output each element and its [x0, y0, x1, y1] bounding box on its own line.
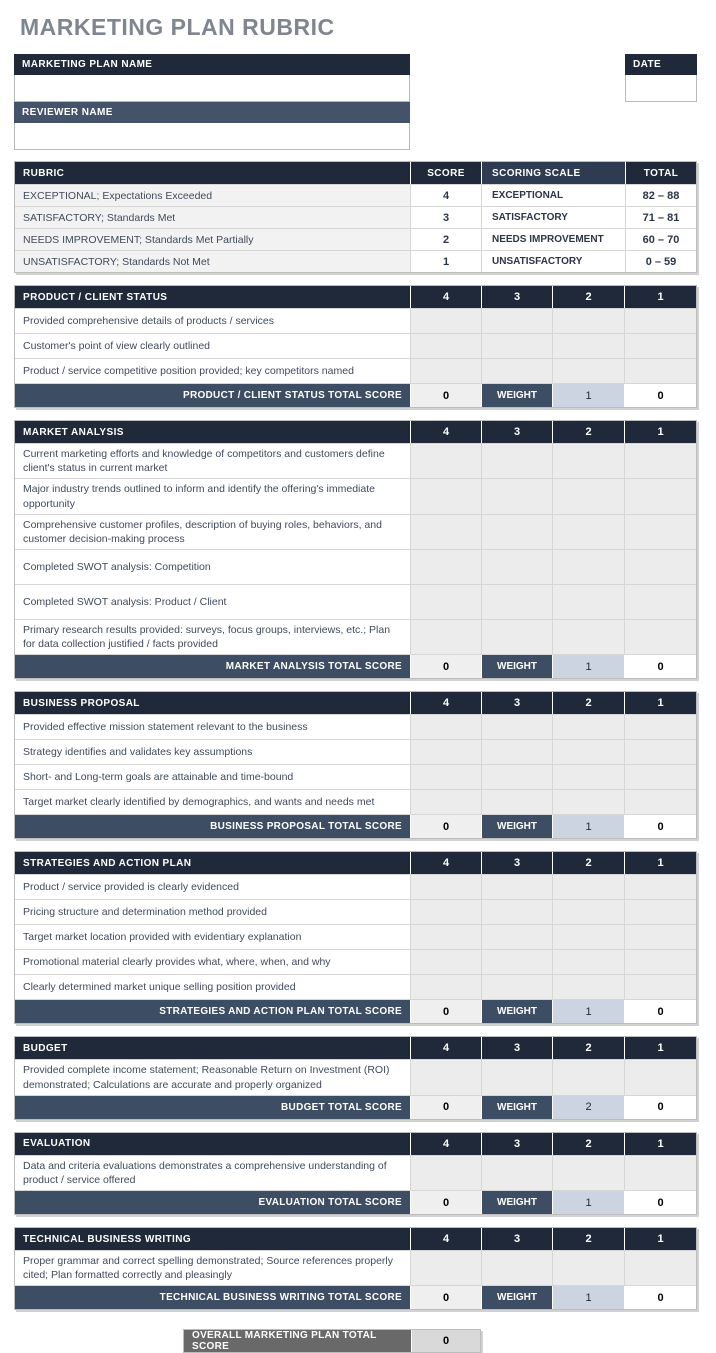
section-footer-row — [15, 814, 696, 838]
criterion-text: Current marketing efforts and knowledge of competitors and customers define client's status in current market — [23, 448, 385, 475]
weighted-total-score: 0 — [624, 1286, 696, 1309]
score-input-cell-4[interactable] — [410, 925, 481, 949]
score-input-cell-1[interactable] — [624, 309, 696, 333]
page-title: MARKETING PLAN RUBRIC — [20, 14, 335, 40]
criterion-text: Comprehensive customer profiles, description of buying roles, behaviors, and customer decision-making process — [23, 518, 382, 545]
score-column-header: 3 — [481, 1228, 552, 1250]
section-title: PRODUCT / CLIENT STATUS — [23, 291, 168, 303]
rubric-row-scale: EXCEPTIONAL — [481, 185, 625, 206]
score-input-cell-3[interactable] — [481, 585, 552, 619]
weight-value-cell[interactable]: 1 — [552, 1286, 624, 1309]
section-footer-row — [15, 654, 696, 678]
score-input-cell-1[interactable] — [624, 950, 696, 974]
rubric-section — [14, 420, 697, 679]
section-header-row — [15, 421, 696, 443]
section-title: EVALUATION — [23, 1138, 91, 1150]
score-input-cell-4[interactable] — [410, 585, 481, 619]
criterion-text: Provided effective mission statement relevant to the business — [23, 721, 308, 734]
weight-label: WEIGHT — [481, 1286, 552, 1309]
criteria-row — [15, 443, 696, 478]
section-total-score: 0 — [410, 1096, 481, 1119]
weighted-total-score: 0 — [624, 384, 696, 407]
section-total-score: 0 — [410, 1191, 481, 1214]
weight-label: WEIGHT — [481, 384, 552, 407]
score-input-cell-1[interactable] — [624, 740, 696, 764]
rubric-row-score: 1 — [410, 251, 481, 272]
rubric-row-score: 2 — [410, 229, 481, 250]
weight-label: WEIGHT — [481, 815, 552, 838]
score-column-header: 1 — [624, 692, 696, 714]
weight-label: WEIGHT — [481, 1191, 552, 1214]
score-input-cell-3[interactable] — [481, 359, 552, 383]
rubric-row-label: EXCEPTIONAL; Expectations Exceeded — [15, 185, 410, 206]
score-input-cell-2[interactable] — [552, 550, 624, 584]
score-input-cell-1[interactable] — [624, 620, 696, 654]
rubric-row-score: 3 — [410, 207, 481, 228]
criterion-text: Short- and Long-term goals are attainable and time-bound — [23, 771, 294, 784]
criterion-text: Promotional material clearly provides what, where, when, and why — [23, 956, 331, 969]
plan-name-block — [14, 54, 410, 150]
criteria-row — [15, 739, 696, 764]
score-input-cell-2[interactable] — [552, 740, 624, 764]
rubric-legend-row — [15, 228, 696, 250]
score-column-header: 2 — [552, 1037, 624, 1059]
score-input-cell-3[interactable] — [481, 515, 552, 549]
rubric-section — [14, 851, 697, 1024]
criteria-row — [15, 949, 696, 974]
section-total-label: STRATEGIES AND ACTION PLAN TOTAL SCORE — [15, 1000, 410, 1023]
score-input-cell-2[interactable] — [552, 1251, 624, 1285]
weight-value-cell[interactable]: 1 — [552, 1191, 624, 1214]
score-input-cell-2[interactable] — [552, 900, 624, 924]
criteria-row — [15, 478, 696, 513]
score-input-cell-1[interactable] — [624, 1060, 696, 1094]
score-input-cell-4[interactable] — [410, 765, 481, 789]
rubric-row-total: 60 – 70 — [625, 229, 696, 250]
section-total-label: PRODUCT / CLIENT STATUS TOTAL SCORE — [15, 384, 410, 407]
score-input-cell-4[interactable] — [410, 444, 481, 478]
score-input-cell-1[interactable] — [624, 875, 696, 899]
score-input-cell-4[interactable] — [410, 620, 481, 654]
section-total-score: 0 — [410, 1000, 481, 1023]
scoring-sections — [14, 285, 697, 1310]
score-column-header: 1 — [624, 1228, 696, 1250]
criteria-row — [15, 974, 696, 999]
score-input-cell-1[interactable] — [624, 359, 696, 383]
score-input-cell-4[interactable] — [410, 359, 481, 383]
score-input-cell-3[interactable] — [481, 875, 552, 899]
criterion-text: Completed SWOT analysis: Competition — [23, 560, 211, 573]
score-input-cell-3[interactable] — [481, 1251, 552, 1285]
criteria-row — [15, 549, 696, 584]
date-label: DATE — [625, 54, 697, 75]
criteria-row — [15, 899, 696, 924]
rubric-row-label: NEEDS IMPROVEMENT; Standards Met Partially — [15, 229, 410, 250]
overall-total-value: 0 — [411, 1330, 480, 1352]
plan-name-label: MARKETING PLAN NAME — [14, 54, 410, 75]
criterion-text: Strategy identifies and validates key assumptions — [23, 746, 253, 759]
criteria-row — [15, 1155, 696, 1190]
score-input-cell-1[interactable] — [624, 715, 696, 739]
score-column-header: 4 — [410, 1037, 481, 1059]
score-column-header: 3 — [481, 1133, 552, 1155]
score-input-cell-1[interactable] — [624, 1156, 696, 1190]
weighted-total-score: 0 — [624, 1000, 696, 1023]
criterion-text: Provided complete income statement; Reasonable Return on Investment (ROI) demonstrated; Calculations are accurate and properly organized — [23, 1064, 390, 1091]
score-input-cell-4[interactable] — [410, 1060, 481, 1094]
rubric-legend-row — [15, 184, 696, 206]
criteria-row — [15, 514, 696, 549]
section-total-score: 0 — [410, 655, 481, 678]
criteria-row — [15, 789, 696, 814]
section-total-score: 0 — [410, 815, 481, 838]
score-column-header: 2 — [552, 852, 624, 874]
date-input[interactable] — [625, 75, 697, 102]
score-column-header: 4 — [410, 1133, 481, 1155]
section-footer-row — [15, 1285, 696, 1309]
section-total-label: MARKET ANALYSIS TOTAL SCORE — [15, 655, 410, 678]
score-input-cell-2[interactable] — [552, 309, 624, 333]
criteria-row — [15, 358, 696, 383]
score-column-header: 3 — [481, 692, 552, 714]
weight-value-cell[interactable]: 2 — [552, 1096, 624, 1119]
weight-value-cell[interactable]: 1 — [552, 1000, 624, 1023]
score-input-cell-4[interactable] — [410, 479, 481, 513]
criteria-row — [15, 308, 696, 333]
rubric-section — [14, 285, 697, 408]
score-input-cell-2[interactable] — [552, 975, 624, 999]
criteria-row — [15, 584, 696, 619]
section-header-row — [15, 1228, 696, 1250]
score-input-cell-4[interactable] — [410, 1251, 481, 1285]
criteria-row — [15, 619, 696, 654]
criterion-text: Product / service provided is clearly evidenced — [23, 881, 239, 894]
reviewer-name-input[interactable] — [14, 123, 410, 150]
section-header-row — [15, 852, 696, 874]
score-column-header: 3 — [481, 421, 552, 443]
score-input-cell-4[interactable] — [410, 740, 481, 764]
criterion-text: Provided comprehensive details of products / services — [23, 314, 274, 327]
section-total-score: 0 — [410, 384, 481, 407]
score-input-cell-2[interactable] — [552, 790, 624, 814]
section-total-label: TECHNICAL BUSINESS WRITING TOTAL SCORE — [15, 1286, 410, 1309]
score-input-cell-4[interactable] — [410, 1156, 481, 1190]
score-input-cell-2[interactable] — [552, 334, 624, 358]
score-column-header: 2 — [552, 1228, 624, 1250]
rubric-legend-header — [15, 162, 696, 184]
score-input-cell-2[interactable] — [552, 479, 624, 513]
score-input-cell-1[interactable] — [624, 900, 696, 924]
score-input-cell-4[interactable] — [410, 515, 481, 549]
criterion-text: Target market location provided with evidentiary explanation — [23, 931, 302, 944]
weight-label: WEIGHT — [481, 1000, 552, 1023]
section-title: BUSINESS PROPOSAL — [23, 697, 140, 709]
score-input-cell-4[interactable] — [410, 975, 481, 999]
score-input-cell-4[interactable] — [410, 875, 481, 899]
weight-value-cell[interactable]: 1 — [552, 655, 624, 678]
score-column-header: 1 — [624, 421, 696, 443]
score-input-cell-2[interactable] — [552, 444, 624, 478]
score-input-cell-2[interactable] — [552, 1156, 624, 1190]
score-input-cell-1[interactable] — [624, 479, 696, 513]
score-input-cell-3[interactable] — [481, 550, 552, 584]
score-input-cell-1[interactable] — [624, 444, 696, 478]
score-input-cell-1[interactable] — [624, 585, 696, 619]
score-input-cell-1[interactable] — [624, 550, 696, 584]
weighted-total-score: 0 — [624, 1191, 696, 1214]
score-input-cell-3[interactable] — [481, 715, 552, 739]
score-input-cell-1[interactable] — [624, 765, 696, 789]
score-column-header: 2 — [552, 1133, 624, 1155]
criterion-text: Primary research results provided: surveys, focus groups, interviews, etc.; Plan for data collection justified / facts provided — [23, 624, 391, 651]
section-header-row — [15, 1037, 696, 1059]
overall-total-label: OVERALL MARKETING PLAN TOTAL SCORE — [184, 1330, 411, 1352]
score-input-cell-1[interactable] — [624, 515, 696, 549]
section-total-label: BUSINESS PROPOSAL TOTAL SCORE — [15, 815, 410, 838]
rubric-section — [14, 1227, 697, 1310]
score-input-cell-2[interactable] — [552, 359, 624, 383]
score-column-header: 1 — [624, 286, 696, 308]
score-input-cell-2[interactable] — [552, 765, 624, 789]
criterion-text: Customer's point of view clearly outlined — [23, 339, 211, 352]
criterion-text: Pricing structure and determination method provided — [23, 906, 267, 919]
section-title: MARKET ANALYSIS — [23, 426, 124, 438]
score-column-header: 2 — [552, 692, 624, 714]
section-footer-row — [15, 999, 696, 1023]
score-column-header: 1 — [624, 852, 696, 874]
score-input-cell-4[interactable] — [410, 950, 481, 974]
total-header-label: TOTAL — [625, 162, 696, 184]
score-input-cell-2[interactable] — [552, 620, 624, 654]
section-title: STRATEGIES AND ACTION PLAN — [23, 857, 192, 869]
section-footer-row — [15, 1190, 696, 1214]
score-input-cell-3[interactable] — [481, 620, 552, 654]
score-input-cell-2[interactable] — [552, 925, 624, 949]
score-input-cell-3[interactable] — [481, 444, 552, 478]
rubric-row-scale: UNSATISFACTORY — [481, 251, 625, 272]
criterion-text: Proper grammar and correct spelling demonstrated; Source references properly cited; Plan formatted correctly and pleasingly — [23, 1255, 394, 1282]
score-input-cell-4[interactable] — [410, 900, 481, 924]
weighted-total-score: 0 — [624, 1096, 696, 1119]
score-input-cell-4[interactable] — [410, 550, 481, 584]
score-input-cell-2[interactable] — [552, 585, 624, 619]
section-total-label: EVALUATION TOTAL SCORE — [15, 1191, 410, 1214]
score-column-header: 3 — [481, 1037, 552, 1059]
criteria-row — [15, 714, 696, 739]
criteria-row — [15, 1250, 696, 1285]
score-column-header: 1 — [624, 1133, 696, 1155]
rubric-row-scale: SATISFACTORY — [481, 207, 625, 228]
score-input-cell-2[interactable] — [552, 715, 624, 739]
overall-total-bar — [183, 1329, 481, 1353]
score-input-cell-2[interactable] — [552, 515, 624, 549]
score-input-cell-4[interactable] — [410, 715, 481, 739]
score-input-cell-4[interactable] — [410, 334, 481, 358]
score-column-header: 4 — [410, 1228, 481, 1250]
score-input-cell-2[interactable] — [552, 875, 624, 899]
score-input-cell-3[interactable] — [481, 309, 552, 333]
date-block — [625, 54, 697, 150]
rubric-legend-row — [15, 206, 696, 228]
criterion-text: Completed SWOT analysis: Product / Client — [23, 595, 227, 608]
score-column-header: 4 — [410, 852, 481, 874]
criteria-row — [15, 333, 696, 358]
criteria-row — [15, 1059, 696, 1094]
section-title: BUDGET — [23, 1042, 68, 1054]
rubric-row-score: 4 — [410, 185, 481, 206]
score-column-header: 2 — [552, 286, 624, 308]
section-total-score: 0 — [410, 1286, 481, 1309]
rubric-row-total: 82 – 88 — [625, 185, 696, 206]
top-fields — [14, 54, 697, 150]
section-footer-row — [15, 383, 696, 407]
score-input-cell-2[interactable] — [552, 950, 624, 974]
criteria-row — [15, 874, 696, 899]
rubric-section — [14, 1132, 697, 1215]
score-input-cell-1[interactable] — [624, 334, 696, 358]
reviewer-name-label: REVIEWER NAME — [14, 102, 410, 123]
score-input-cell-3[interactable] — [481, 925, 552, 949]
score-input-cell-3[interactable] — [481, 975, 552, 999]
score-input-cell-3[interactable] — [481, 900, 552, 924]
weight-value-cell[interactable]: 1 — [552, 384, 624, 407]
weighted-total-score: 0 — [624, 655, 696, 678]
criterion-text: Major industry trends outlined to inform and identify the offering's immediate opportunity — [23, 483, 375, 510]
plan-name-input[interactable] — [14, 75, 410, 102]
score-column-header: 4 — [410, 692, 481, 714]
score-column-header: 3 — [481, 286, 552, 308]
criterion-text: Clearly determined market unique selling position provided — [23, 981, 296, 994]
criteria-row — [15, 764, 696, 789]
section-footer-row — [15, 1095, 696, 1119]
score-input-cell-2[interactable] — [552, 1060, 624, 1094]
section-header-row — [15, 1133, 696, 1155]
rubric-legend-row — [15, 250, 696, 272]
criterion-text: Target market clearly identified by demographics, and wants and needs met — [23, 796, 375, 809]
score-column-header: 2 — [552, 421, 624, 443]
rubric-row-total: 0 – 59 — [625, 251, 696, 272]
section-title: TECHNICAL BUSINESS WRITING — [23, 1233, 191, 1245]
rubric-legend-table — [14, 161, 697, 273]
score-input-cell-3[interactable] — [481, 765, 552, 789]
weight-label: WEIGHT — [481, 655, 552, 678]
criteria-row — [15, 924, 696, 949]
score-input-cell-3[interactable] — [481, 740, 552, 764]
scoring-scale-header-label: SCORING SCALE — [481, 162, 625, 184]
rubric-row-label: UNSATISFACTORY; Standards Not Met — [15, 251, 410, 272]
weight-value-cell[interactable]: 1 — [552, 815, 624, 838]
score-input-cell-3[interactable] — [481, 334, 552, 358]
score-input-cell-4[interactable] — [410, 790, 481, 814]
rubric-row-scale: NEEDS IMPROVEMENT — [481, 229, 625, 250]
score-input-cell-1[interactable] — [624, 925, 696, 949]
rubric-section — [14, 691, 697, 839]
score-input-cell-3[interactable] — [481, 1156, 552, 1190]
score-column-header: 4 — [410, 286, 481, 308]
rubric-section — [14, 1036, 697, 1119]
criterion-text: Product / service competitive position provided; key competitors named — [23, 364, 354, 377]
score-input-cell-3[interactable] — [481, 1060, 552, 1094]
weighted-total-score: 0 — [624, 815, 696, 838]
criterion-text: Data and criteria evaluations demonstrates a comprehensive understanding of product / service offered — [23, 1159, 387, 1186]
section-total-label: BUDGET TOTAL SCORE — [15, 1096, 410, 1119]
section-header-row — [15, 692, 696, 714]
rubric-row-total: 71 – 81 — [625, 207, 696, 228]
section-header-row — [15, 286, 696, 308]
score-input-cell-3[interactable] — [481, 479, 552, 513]
rubric-header-label: RUBRIC — [23, 167, 65, 179]
rubric-row-label: SATISFACTORY; Standards Met — [15, 207, 410, 228]
score-input-cell-1[interactable] — [624, 790, 696, 814]
score-header-label: SCORE — [410, 162, 481, 184]
score-column-header: 1 — [624, 1037, 696, 1059]
score-input-cell-1[interactable] — [624, 1251, 696, 1285]
score-input-cell-4[interactable] — [410, 309, 481, 333]
weight-label: WEIGHT — [481, 1096, 552, 1119]
score-input-cell-3[interactable] — [481, 950, 552, 974]
score-column-header: 4 — [410, 421, 481, 443]
score-input-cell-1[interactable] — [624, 975, 696, 999]
score-input-cell-3[interactable] — [481, 790, 552, 814]
score-column-header: 3 — [481, 852, 552, 874]
